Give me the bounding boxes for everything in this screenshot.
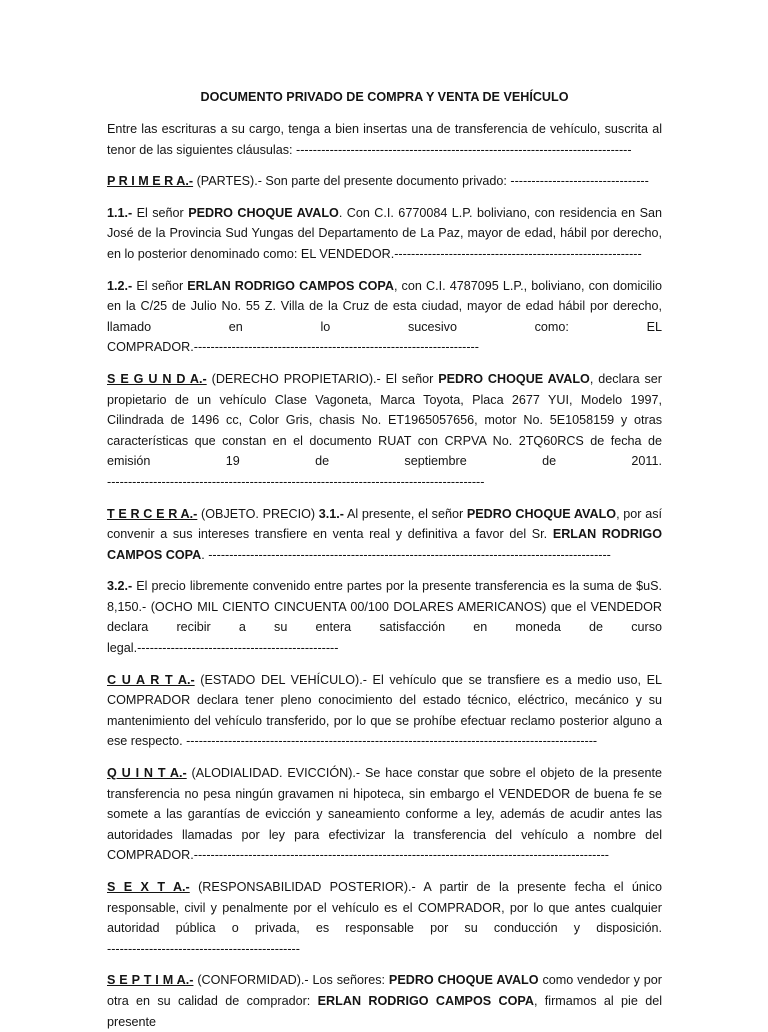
clause-tercera-seller-name: PEDRO CHOQUE AVALO bbox=[466, 506, 617, 521]
clause-tercera-text-a: (OBJETO. PRECIO) bbox=[197, 506, 319, 521]
clause-segunda-text-b: , declara ser propietario de un vehículo Clase Vagoneta, Marca Toyota, Placa 2677 YUI, Modelo 1997, Cilindrada de 1496 cc, Color Gris, chasis No. ET1965057656, motor No. 5E1058159 y otras características que constan en el documento RUAT con CRPVA No. 2TQ60RCS de fecha de emisión 19 de septiembre de 2011. bbox=[107, 371, 662, 469]
clause-septima-text-a: (CONFORMIDAD).- Los señores: bbox=[193, 973, 389, 988]
clause-sexta-dashes: ---------------------------------------------- bbox=[107, 941, 300, 956]
clause-sexta-text: (RESPONSABILIDAD POSTERIOR).- A partir de la presente fecha el único responsable, civil y penalmente por el vehículo es el COMPRADOR, por lo que antes cualquier autoridad pública o privada, es responsable por su conducción y disposición. bbox=[107, 880, 662, 936]
clause-segunda-text-a: (DERECHO PROPIETARIO).- El señor bbox=[206, 371, 439, 386]
clause-primera-dashes: --------------------------------- bbox=[510, 174, 649, 189]
clause-septima-text-b: como vendedor y por otra en su calidad de comprador: bbox=[107, 973, 662, 1008]
clause-septima bbox=[107, 970, 662, 1032]
clause-quinta-label: Q U I N T A.- bbox=[107, 766, 187, 781]
paragraph-1-1 bbox=[107, 203, 662, 265]
paragraph-1-1-text-a: El señor bbox=[132, 205, 189, 220]
intro-paragraph bbox=[107, 119, 662, 160]
paragraph-1-1-number: 1.1.- bbox=[107, 205, 133, 220]
clause-tercera bbox=[107, 504, 662, 566]
paragraph-3-1-number: 3.1.- bbox=[318, 506, 344, 521]
clause-cuarta-text: (ESTADO DEL VEHÍCULO).- El vehículo que se transfiere es a medio uso, EL COMPRADOR declara tener pleno conocimiento del estado técnico, eléctrico, mecánico y su mantenimiento del vehículo transferido, por lo que se prohíbe efectuar reclamo posterior alguno a ese respecto. bbox=[107, 672, 663, 749]
paragraph-3-2 bbox=[107, 576, 662, 658]
clause-segunda-seller-name: PEDRO CHOQUE AVALO bbox=[438, 371, 590, 386]
clause-cuarta-dashes: -------------------------------------------------------------------------------------------------- bbox=[186, 734, 598, 749]
paragraph-1-1-dashes: ----------------------------------------------------------- bbox=[394, 246, 642, 261]
clause-septima-label: S E P T I M A.- bbox=[107, 973, 194, 988]
paragraph-1-2 bbox=[107, 276, 662, 358]
clause-tercera-buyer-name: ERLAN RODRIGO CAMPOS COPA bbox=[107, 527, 663, 562]
clause-quinta-text: (ALODIALIDAD. EVICCIÓN).- Se hace constar que sobre el objeto de la presente transferencia no pesa ningún gravamen ni hipoteca, sin embargo el VENDEDOR de buena fe se somete a las garantías de evicción y saneamiento conforme a ley, además de acudir antes las autoridades llamadas por ley para efectivizar la transferencia del vehículo a nombre del COMPRADOR. bbox=[107, 766, 662, 863]
paragraph-1-1-text-b: . Con C.I. 6770084 L.P. boliviano, con residencia en San José de la Provincia Sud Yungas del Departamento de La Paz, mayor de edad, hábil por derecho, en lo posterior denominado como: EL VENDEDOR. bbox=[107, 205, 662, 261]
intro-dashes: -------------------------------------------------------------------------------- bbox=[292, 142, 632, 157]
paragraph-1-2-text-a: El señor bbox=[132, 278, 188, 293]
paragraph-3-2-number: 3.2.- bbox=[107, 579, 133, 594]
clause-septima-seller-name: PEDRO CHOQUE AVALO bbox=[388, 973, 539, 988]
clause-cuarta-label: C U A R T A.- bbox=[107, 672, 195, 687]
clause-septima-text-c: , firmamos al pie del presente bbox=[107, 993, 662, 1029]
clause-sexta-label: S E X T A.- bbox=[107, 880, 190, 894]
clause-quinta bbox=[107, 763, 662, 866]
seller-name: PEDRO CHOQUE AVALO bbox=[188, 205, 339, 220]
clause-sexta bbox=[107, 877, 662, 959]
paragraph-1-2-number: 1.2.- bbox=[107, 278, 133, 293]
clause-cuarta bbox=[107, 670, 662, 752]
clause-segunda-label: S E G U N D A.- bbox=[107, 371, 207, 386]
paragraph-1-2-dashes: -------------------------------------------------------------------- bbox=[193, 340, 479, 355]
clause-tercera-text-b: Al presente, el señor bbox=[344, 506, 467, 521]
clause-primera-label: P R I M E R A.- bbox=[107, 174, 194, 189]
clause-tercera-dashes: ------------------------------------------------------------------------------------------------ bbox=[208, 547, 611, 562]
paragraph-3-2-dashes: ------------------------------------------------ bbox=[137, 641, 339, 656]
buyer-name: ERLAN RODRIGO CAMPOS COPA bbox=[187, 278, 394, 293]
clause-segunda bbox=[107, 369, 662, 493]
clause-segunda-dashes: ------------------------------------------------------------------------------------------ bbox=[107, 474, 485, 489]
clause-septima-buyer-name: ERLAN RODRIGO CAMPOS COPA bbox=[317, 993, 534, 1008]
paragraph-3-2-text: El precio libremente convenido entre partes por la presente transferencia es la suma de $uS. 8,150.- (OCHO MIL CIENTO CINCUENTA 00/100 DOLARES AMERICANOS) que el VENDEDOR declara recibir a su entera satisfacción en moneda de curso legal. bbox=[107, 579, 662, 656]
clause-tercera-text-d: . bbox=[201, 547, 209, 562]
clause-quinta-dashes: --------------------------------------------------------------------------------------------------- bbox=[193, 848, 609, 863]
paragraph-1-2-text-b: , con C.I. 4787095 L.P., boliviano, con domicilio en la C/25 de Julio No. 55 Z. Villa de la Cruz de esta ciudad, mayor de edad hábil por derecho, llamado en lo sucesivo como: EL COMPRADOR. bbox=[107, 278, 663, 355]
intro-text: Entre las escrituras a su cargo, tenga a bien insertas una de transferencia de vehículo, suscrita al tenor de las siguientes cláusulas: bbox=[107, 122, 662, 157]
clause-primera bbox=[107, 171, 662, 192]
clause-tercera-text-c: , por así convenir a sus intereses transfiere en venta real y definitiva a favor del Sr. bbox=[107, 506, 662, 542]
document-title: DOCUMENTO PRIVADO DE COMPRA Y VENTA DE VEHÍCULO bbox=[200, 90, 569, 104]
clause-primera-text: (PARTES).- Son parte del presente documento privado: bbox=[193, 174, 511, 189]
clause-tercera-label: T E R C E R A.- bbox=[107, 506, 198, 521]
